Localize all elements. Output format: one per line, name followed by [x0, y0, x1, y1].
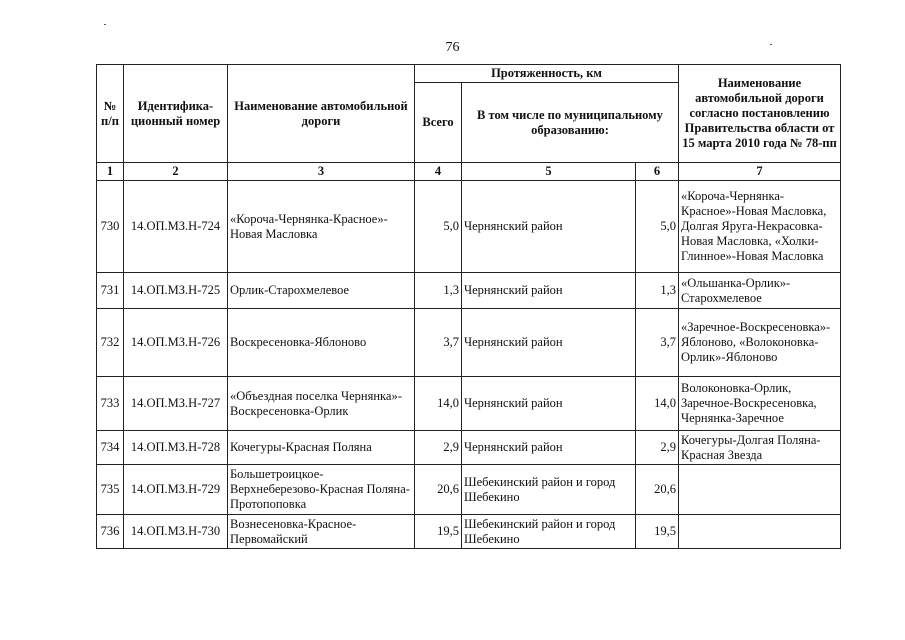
- table-row: [97, 181, 841, 273]
- municipality: Чернянский район: [462, 273, 636, 309]
- resolution-name: Волоконовка-Орлик, Заречное-Воскресеновка, Чернянка-Заречное: [679, 377, 841, 431]
- road-id: 14.ОП.МЗ.Н-728: [124, 431, 228, 465]
- header-resolution: Наименование автомобильной дороги согласно постановлению Правительства области от 15 марта 2010 года № 78-пп: [679, 65, 841, 163]
- length-total: 5,0: [415, 181, 462, 273]
- length-municipal: 2,9: [636, 431, 679, 465]
- length-municipal: 19,5: [636, 515, 679, 549]
- column-number: 5: [462, 163, 636, 181]
- row-number: 733: [97, 377, 124, 431]
- road-name: Кочегуры-Красная Поляна: [228, 431, 415, 465]
- length-total: 19,5: [415, 515, 462, 549]
- road-name: Большетроицкое-Верхнеберезово-Красная Поляна-Протопоповка: [228, 465, 415, 515]
- length-municipal: 20,6: [636, 465, 679, 515]
- table-row: [97, 309, 841, 377]
- resolution-name: Кочегуры-Долгая Поляна-Красная Звезда: [679, 431, 841, 465]
- length-total: 14,0: [415, 377, 462, 431]
- row-number: 732: [97, 309, 124, 377]
- road-id: 14.ОП.МЗ.Н-724: [124, 181, 228, 273]
- row-number: 731: [97, 273, 124, 309]
- length-total: 3,7: [415, 309, 462, 377]
- header-length-group: Протяженность, км: [415, 65, 679, 83]
- row-number: 736: [97, 515, 124, 549]
- header-name: Наименование автомобильной дороги: [228, 65, 415, 163]
- page-number: 76: [445, 40, 460, 55]
- road-name: Воскресеновка-Яблоново: [228, 309, 415, 377]
- column-number: 3: [228, 163, 415, 181]
- table-row: [97, 273, 841, 309]
- roads-table: [96, 64, 841, 549]
- length-municipal: 5,0: [636, 181, 679, 273]
- row-number: 730: [97, 181, 124, 273]
- scan-speck: [104, 24, 106, 25]
- road-id: 14.ОП.МЗ.Н-729: [124, 465, 228, 515]
- row-number: 734: [97, 431, 124, 465]
- column-number: 4: [415, 163, 462, 181]
- municipality: Чернянский район: [462, 377, 636, 431]
- header-total: Всего: [415, 83, 462, 163]
- length-municipal: 3,7: [636, 309, 679, 377]
- municipality: Шебекинский район и город Шебекино: [462, 515, 636, 549]
- column-number: 2: [124, 163, 228, 181]
- road-name: «Объездная поселка Чернянка»-Воскресеновка-Орлик: [228, 377, 415, 431]
- row-number: 735: [97, 465, 124, 515]
- table-row: [97, 465, 841, 515]
- municipality: Шебекинский район и город Шебекино: [462, 465, 636, 515]
- municipality: Чернянский район: [462, 309, 636, 377]
- road-name: Орлик-Старохмелевое: [228, 273, 415, 309]
- header-num: № п/п: [97, 65, 124, 163]
- resolution-name: [679, 465, 841, 515]
- length-total: 2,9: [415, 431, 462, 465]
- length-municipal: 14,0: [636, 377, 679, 431]
- length-total: 20,6: [415, 465, 462, 515]
- table-row: [97, 515, 841, 549]
- header-id: Идентифика-ционный номер: [124, 65, 228, 163]
- length-total: 1,3: [415, 273, 462, 309]
- length-municipal: 1,3: [636, 273, 679, 309]
- road-name: «Короча-Чернянка-Красное»-Новая Масловка: [228, 181, 415, 273]
- road-id: 14.ОП.МЗ.Н-725: [124, 273, 228, 309]
- road-id: 14.ОП.МЗ.Н-726: [124, 309, 228, 377]
- column-numbers-row: [97, 163, 841, 181]
- resolution-name: «Короча-Чернянка-Красное»-Новая Масловка, Долгая Яруга-Некрасовка-Новая Масловка, «Холки-Глинное»-Новая Масловка: [679, 181, 841, 273]
- municipality: Чернянский район: [462, 181, 636, 273]
- column-number: 1: [97, 163, 124, 181]
- table-row: [97, 377, 841, 431]
- column-number: 6: [636, 163, 679, 181]
- municipality: Чернянский район: [462, 431, 636, 465]
- table-row: [97, 431, 841, 465]
- header-municipal: В том числе по муниципальному образованию:: [462, 83, 679, 163]
- road-name: Вознесеновка-Красное-Первомайский: [228, 515, 415, 549]
- road-id: 14.ОП.МЗ.Н-727: [124, 377, 228, 431]
- resolution-name: «Ольшанка-Орлик»-Старохмелевое: [679, 273, 841, 309]
- resolution-name: [679, 515, 841, 549]
- column-number: 7: [679, 163, 841, 181]
- resolution-name: «Заречное-Воскресеновка»-Яблоново, «Волоконовка-Орлик»-Яблоново: [679, 309, 841, 377]
- road-id: 14.ОП.МЗ.Н-730: [124, 515, 228, 549]
